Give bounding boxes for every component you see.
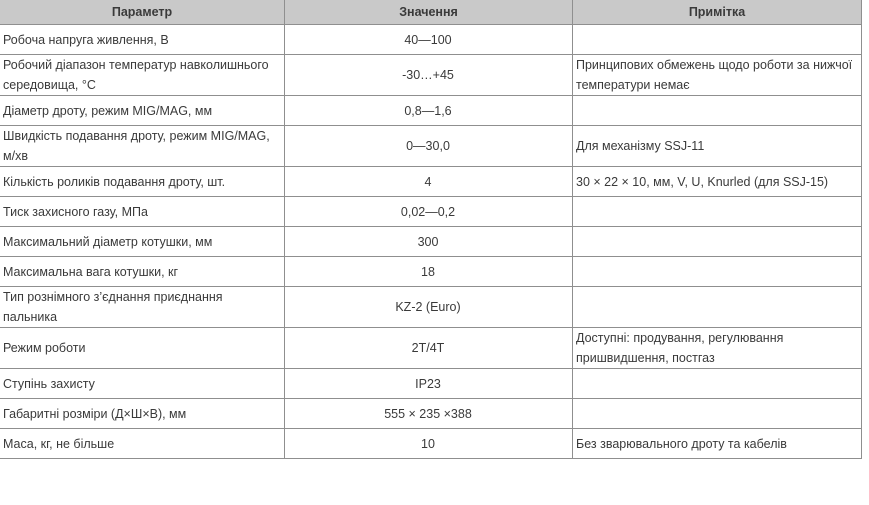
table-row [0, 399, 862, 429]
cell-note [573, 287, 862, 328]
cell-note [573, 25, 862, 55]
cell-parameter: Максимальний діаметр котушки, мм [0, 227, 285, 257]
cell-parameter: Тип рознімного з’єднання приєднання пальника [0, 287, 285, 328]
cell-note [573, 369, 862, 399]
table-header-row [0, 0, 862, 25]
cell-note [573, 399, 862, 429]
cell-parameter: Тиск захисного газу, МПа [0, 197, 285, 227]
table-row [0, 287, 862, 328]
table-row [0, 369, 862, 399]
cell-value: 0,02—0,2 [285, 197, 573, 227]
cell-note [573, 197, 862, 227]
table-row [0, 429, 862, 459]
header-value: Значення [285, 0, 573, 25]
cell-parameter: Ступінь захисту [0, 369, 285, 399]
cell-parameter: Маса, кг, не більше [0, 429, 285, 459]
cell-value: KZ-2 (Euro) [285, 287, 573, 328]
table-row [0, 126, 862, 167]
cell-value: 300 [285, 227, 573, 257]
table-row [0, 328, 862, 369]
cell-value: 2T/4T [285, 328, 573, 369]
header-parameter: Параметр [0, 0, 285, 25]
cell-parameter: Габаритні розміри (Д×Ш×В), мм [0, 399, 285, 429]
cell-note: Доступні: продування, регулювання пришвидшення, постгаз [573, 328, 862, 369]
cell-value: 0,8—1,6 [285, 96, 573, 126]
cell-value: 0—30,0 [285, 126, 573, 167]
cell-value: 10 [285, 429, 573, 459]
table-row [0, 197, 862, 227]
table-row [0, 257, 862, 287]
table-row [0, 167, 862, 197]
cell-note: 30 × 22 × 10, мм, V, U, Knurled (для SSJ-15) [573, 167, 862, 197]
cell-value: 555 × 235 ×388 [285, 399, 573, 429]
cell-value: 18 [285, 257, 573, 287]
cell-parameter: Робоча напруга живлення, В [0, 25, 285, 55]
cell-value: 4 [285, 167, 573, 197]
cell-parameter: Діаметр дроту, режим MIG/MAG, мм [0, 96, 285, 126]
cell-value: IP23 [285, 369, 573, 399]
cell-parameter: Режим роботи [0, 328, 285, 369]
cell-note [573, 96, 862, 126]
header-note: Примітка [573, 0, 862, 25]
table-row [0, 227, 862, 257]
cell-parameter: Робочий діапазон температур навколишнього середовища, °C [0, 55, 285, 96]
cell-note: Без зварювального дроту та кабелів [573, 429, 862, 459]
cell-value: 40—100 [285, 25, 573, 55]
cell-parameter: Максимальна вага котушки, кг [0, 257, 285, 287]
cell-note: Для механізму SSJ-11 [573, 126, 862, 167]
cell-note [573, 227, 862, 257]
cell-parameter: Кількість роликів подавання дроту, шт. [0, 167, 285, 197]
table-row [0, 96, 862, 126]
cell-note [573, 257, 862, 287]
table-row [0, 55, 862, 96]
cell-note: Принципових обмежень щодо роботи за нижчої температури немає [573, 55, 862, 96]
table-row [0, 25, 862, 55]
cell-value: -30…+45 [285, 55, 573, 96]
cell-parameter: Швидкість подавання дроту, режим MIG/MAG, м/хв [0, 126, 285, 167]
